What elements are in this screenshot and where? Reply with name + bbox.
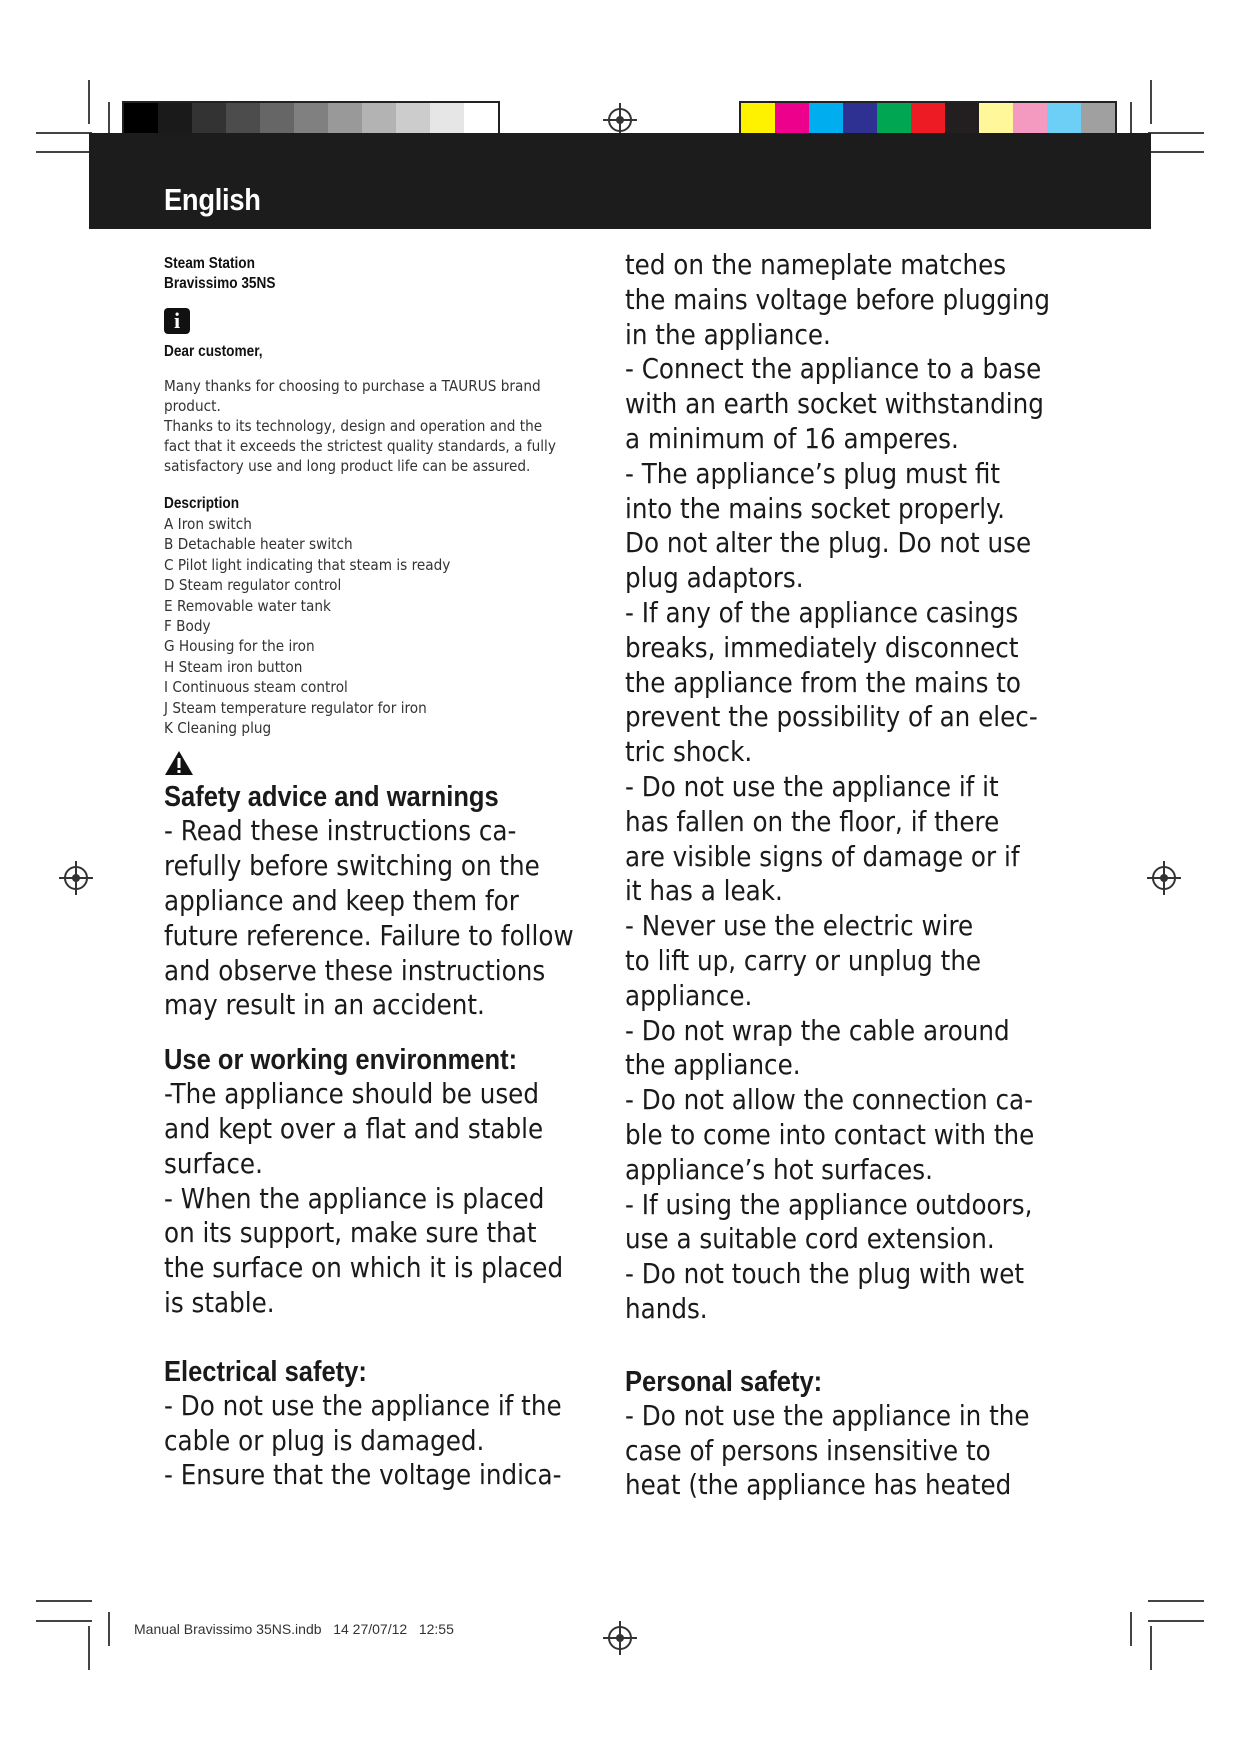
description-item: J Steam temperature regulator for iron bbox=[164, 698, 427, 717]
text-line: product. bbox=[164, 397, 221, 415]
color-swatch bbox=[741, 103, 775, 133]
text-line: may result in an accident. bbox=[164, 988, 485, 1022]
crop-mark bbox=[88, 80, 90, 124]
gray-swatch bbox=[328, 103, 362, 133]
color-swatch bbox=[877, 103, 911, 133]
text-line: and kept over a flat and stable bbox=[164, 1112, 544, 1146]
text-line: Many thanks for choosing to purchase a TAURUS brand bbox=[164, 377, 541, 395]
text-line: the appliance from the mains to bbox=[625, 665, 1022, 699]
text-line: a minimum of 16 amperes. bbox=[625, 421, 959, 455]
crop-mark bbox=[1130, 102, 1132, 136]
color-swatch bbox=[1047, 103, 1081, 133]
text-line: case of persons insensitive to bbox=[625, 1433, 991, 1467]
crop-mark bbox=[1150, 80, 1152, 124]
gray-swatch bbox=[294, 103, 328, 133]
text-line: cable or plug is damaged. bbox=[164, 1423, 485, 1457]
text-line: tric shock. bbox=[625, 735, 753, 769]
process-color-bar bbox=[739, 101, 1117, 135]
product-line-2: Bravissimo 35NS bbox=[164, 275, 276, 292]
product-line-1: Steam Station bbox=[164, 255, 255, 272]
personal-title: Personal safety: bbox=[625, 1365, 823, 1398]
text-line: appliance. bbox=[625, 978, 753, 1012]
text-line: the appliance. bbox=[625, 1048, 801, 1082]
text-line: Do not alter the plug. Do not use bbox=[625, 526, 1032, 560]
text-line: ble to come into contact with the bbox=[625, 1117, 1035, 1151]
color-swatch bbox=[945, 103, 979, 133]
color-swatch bbox=[843, 103, 877, 133]
crop-mark bbox=[36, 151, 92, 153]
info-icon: i bbox=[164, 308, 190, 334]
crop-mark bbox=[1148, 151, 1204, 153]
text-line: are visible signs of damage or if bbox=[625, 839, 1020, 873]
text-line: breaks, immediately disconnect bbox=[625, 630, 1019, 664]
text-line: prevent the possibility of an elec- bbox=[625, 700, 1038, 734]
text-line: appliance and keep them for bbox=[164, 884, 519, 918]
gray-swatch bbox=[260, 103, 294, 133]
text-line: - Do not touch the plug with wet bbox=[625, 1257, 1025, 1291]
text-line: the surface on which it is placed bbox=[164, 1251, 564, 1285]
description-item: K Cleaning plug bbox=[164, 719, 272, 738]
text-line: appliance’s hot surfaces. bbox=[625, 1152, 933, 1186]
gray-swatch bbox=[192, 103, 226, 133]
right-column bbox=[625, 248, 1065, 1503]
crop-mark bbox=[1148, 1620, 1204, 1622]
crop-mark bbox=[36, 1620, 92, 1622]
gray-swatch bbox=[226, 103, 260, 133]
text-line: Thanks to its technology, design and operation and the bbox=[164, 417, 543, 435]
crop-mark bbox=[108, 1612, 110, 1646]
description-list bbox=[164, 514, 604, 738]
color-swatch bbox=[775, 103, 809, 133]
text-line: with an earth socket withstanding bbox=[625, 387, 1044, 421]
gray-swatch bbox=[124, 103, 158, 133]
greeting: Dear customer, bbox=[164, 343, 263, 360]
text-line: is stable. bbox=[164, 1286, 275, 1320]
crop-mark bbox=[1148, 132, 1204, 134]
registration-mark-icon bbox=[1152, 866, 1176, 890]
text-line: fact that it exceeds the strictest quality standards, a fully bbox=[164, 437, 556, 455]
text-line: hands. bbox=[625, 1291, 708, 1325]
description-item: H Steam iron button bbox=[164, 657, 303, 676]
text-line: - Do not wrap the cable around bbox=[625, 1013, 1010, 1047]
crop-mark bbox=[1150, 1626, 1152, 1670]
text-line: - Connect the appliance to a base bbox=[625, 352, 1042, 386]
color-swatch bbox=[1081, 103, 1115, 133]
file-slug: Manual Bravissimo 35NS.indb 14 27/07/12 12:55 bbox=[134, 1621, 454, 1637]
description-title: Description bbox=[164, 495, 240, 512]
gray-swatch bbox=[396, 103, 430, 133]
gray-swatch bbox=[430, 103, 464, 133]
description-item: A Iron switch bbox=[164, 515, 252, 533]
color-swatch bbox=[979, 103, 1013, 133]
color-swatch bbox=[1013, 103, 1047, 133]
description-item: I Continuous steam control bbox=[164, 678, 348, 697]
text-line: -The appliance should be used bbox=[164, 1077, 539, 1111]
gray-swatch bbox=[464, 103, 498, 133]
electrical-continued-paragraph bbox=[625, 248, 1065, 1327]
registration-mark-icon bbox=[608, 108, 632, 132]
text-line: - If any of the appliance casings bbox=[625, 595, 1019, 629]
text-line: - If using the appliance outdoors, bbox=[625, 1187, 1033, 1221]
text-line: heat (the appliance has heated bbox=[625, 1468, 1012, 1502]
grayscale-color-bar bbox=[122, 101, 500, 135]
warning-icon bbox=[164, 750, 194, 776]
description-item: E Removable water tank bbox=[164, 596, 331, 615]
crop-mark bbox=[36, 1600, 92, 1602]
text-line: refully before switching on the bbox=[164, 849, 540, 883]
text-line: - Ensure that the voltage indica- bbox=[164, 1458, 562, 1492]
personal-paragraph bbox=[625, 1399, 1065, 1503]
text-line: and observe these instructions bbox=[164, 953, 546, 987]
color-swatch bbox=[809, 103, 843, 133]
description-item: G Housing for the iron bbox=[164, 637, 315, 656]
crop-mark bbox=[108, 102, 110, 136]
intro-paragraph bbox=[164, 376, 604, 476]
text-line: - Do not use the appliance if the bbox=[164, 1388, 562, 1422]
environment-title: Use or working environment: bbox=[164, 1044, 518, 1077]
registration-mark-icon bbox=[64, 866, 88, 890]
text-line: into the mains socket properly. bbox=[625, 491, 1006, 525]
left-column bbox=[164, 254, 604, 1493]
text-line: future reference. Failure to follow bbox=[164, 918, 574, 952]
language-title: English bbox=[164, 182, 261, 217]
text-line: on its support, make sure that bbox=[164, 1216, 537, 1250]
text-line: the mains voltage before plugging bbox=[625, 282, 1051, 316]
description-item: D Steam regulator control bbox=[164, 576, 342, 595]
electrical-paragraph bbox=[164, 1389, 604, 1493]
text-line: - Do not use the appliance in the bbox=[625, 1398, 1030, 1432]
gray-swatch bbox=[362, 103, 396, 133]
safety-title: Safety advice and warnings bbox=[164, 781, 499, 814]
electrical-title: Electrical safety: bbox=[164, 1355, 367, 1388]
text-line: - When the appliance is placed bbox=[164, 1181, 545, 1215]
description-item: C Pilot light indicating that steam is ready bbox=[164, 555, 451, 574]
text-line: plug adaptors. bbox=[625, 561, 804, 595]
gray-swatch bbox=[158, 103, 192, 133]
text-line: - The appliance’s plug must fit bbox=[625, 456, 1001, 490]
text-line: to lift up, carry or unplug the bbox=[625, 943, 982, 977]
registration-mark-icon bbox=[608, 1626, 632, 1650]
crop-mark bbox=[36, 132, 92, 134]
color-swatch bbox=[911, 103, 945, 133]
environment-paragraph bbox=[164, 1077, 604, 1321]
text-line: surface. bbox=[164, 1146, 263, 1180]
crop-mark bbox=[1148, 1600, 1204, 1602]
text-line: - Read these instructions ca- bbox=[164, 814, 517, 848]
description-item: B Detachable heater switch bbox=[164, 535, 353, 554]
text-line: it has a leak. bbox=[625, 874, 783, 908]
crop-mark bbox=[1130, 1612, 1132, 1646]
text-line: ted on the nameplate matches bbox=[625, 248, 1007, 281]
text-line: - Do not use the appliance if it bbox=[625, 769, 999, 803]
text-line: - Never use the electric wire bbox=[625, 909, 974, 943]
text-line: use a suitable cord extension. bbox=[625, 1222, 995, 1256]
text-line: - Do not allow the connection ca- bbox=[625, 1083, 1034, 1117]
text-line: satisfactory use and long product life can be assured. bbox=[164, 457, 531, 475]
description-item: F Body bbox=[164, 617, 211, 636]
text-line: has fallen on the floor, if there bbox=[625, 804, 1000, 838]
safety-paragraph bbox=[164, 814, 604, 1023]
text-line: in the appliance. bbox=[625, 317, 831, 351]
crop-mark bbox=[88, 1626, 90, 1670]
